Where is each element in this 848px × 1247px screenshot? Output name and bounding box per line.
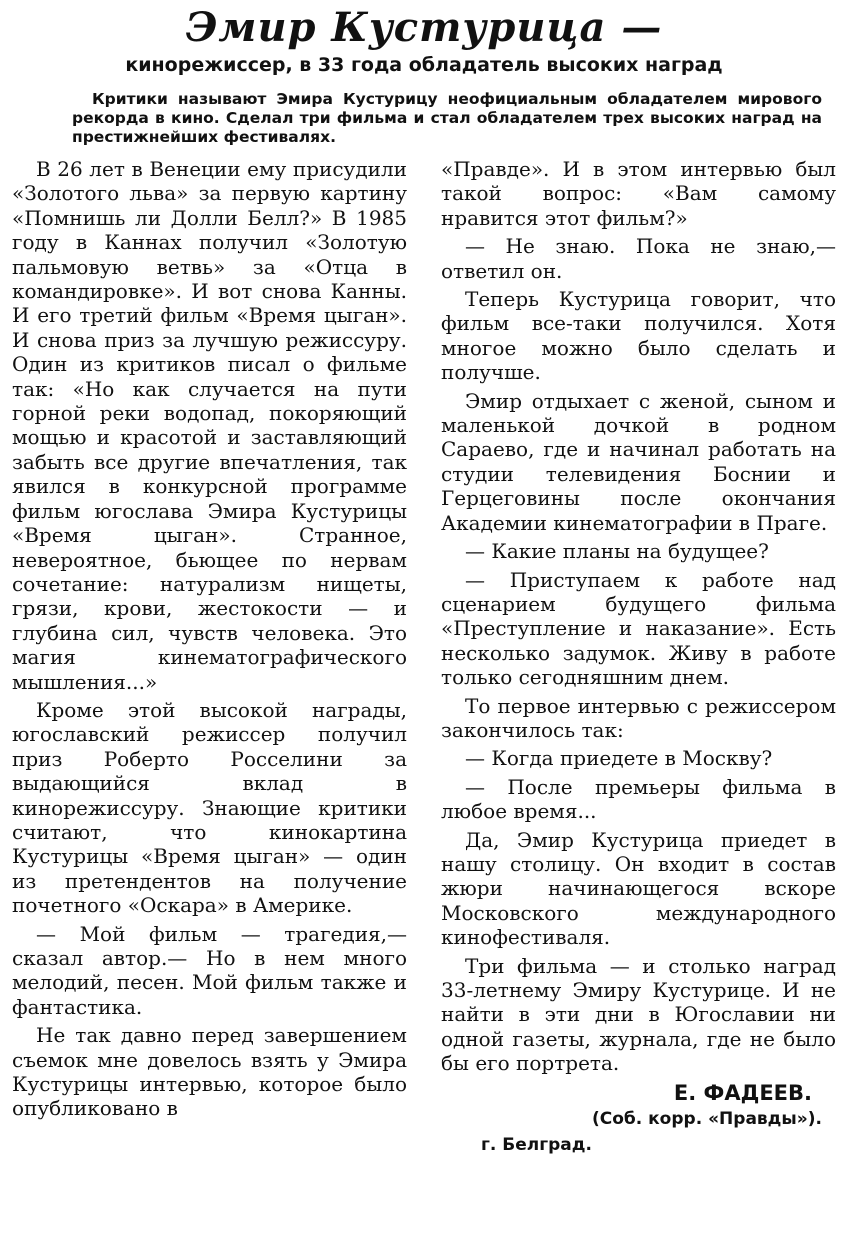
signature [441, 1080, 836, 1158]
paragraph: Эмир отдыхает с женой, сыном и маленькой дочкой в родном Сараево, где и начинал работать на студии телевидения Боснии и Герцеговины после окончания Академии кинематографии в Праге. [441, 388, 836, 535]
paragraph: Не так давно перед завершением съемок мне довелось взять у Эмира Кустурицы интервью, которое было опубликовано в [12, 1023, 407, 1121]
paragraph: — После премьеры фильма в любое время... [441, 774, 836, 824]
author-affiliation: (Соб. корр. «Правды»). [591, 1108, 822, 1129]
article-subtitle: кинорежиссер, в 33 года обладатель высоких наград [125, 54, 723, 76]
paragraph: «Правде». И в этом интервью был такой вопрос: «Вам самому нравится этот фильм?» [441, 157, 836, 230]
article-title: Эмир Кустурица — [185, 4, 663, 51]
author-city: г. Белград. [481, 1134, 592, 1155]
paragraph: Теперь Кустурица говорит, что фильм все-таки получился. Хотя многое можно было сделать и получше. [441, 287, 836, 385]
left-column [12, 157, 407, 1158]
right-column [441, 157, 836, 1158]
paragraph: В 26 лет в Венеции ему присудили «Золотого льва» за первую картину «Помнишь ли Долли Белл?» В 1985 году в Каннах получил «Золотую пальмовую ветвь» за «Отца в командировке». И вот снова Канны. И его третий фильм «Время цыган». И снова приз за лучшую режиссуру. Один из критиков писал о фильме так: «Но как случается на пути горной реки водопад, покоряющий мощью и красотой и заставляющий забыть все другие впечатления, так явился в конкурсной программе фильм югослава Эмира Кустурицы «Время цыган». Странное, невероятное, бьющее по нервам сочетание: натурализм нищеты, грязи, крови, жестокости — и глубина сил, чувств человека. Это магия кинематографического мышления...» [12, 157, 407, 694]
paragraph: — Не знаю. Пока не знаю,— ответил он. [441, 234, 836, 283]
newspaper-page [0, 6, 848, 1247]
paragraph: — Какие планы на будущее? [465, 539, 769, 564]
article-lead: Критики называют Эмира Кустурицу неофициальным обладателем мирового рекорда в кино. Сделал три фильма и стал обладателем трех высоких наград на престижнейших фестивалях. [72, 90, 822, 146]
paragraph: То первое интервью с режиссером закончилось так: [441, 693, 836, 742]
article-body [12, 157, 836, 1158]
paragraph: — Приступаем к работе над сценарием будущего фильма «Преступление и наказание». Есть несколько задумок. Живу в работе только сегодняшним днем. [441, 567, 836, 690]
paragraph: Да, Эмир Кустурица приедет в нашу столицу. Он входит в состав жюри начинающегося вскоре Московского международного кинофестиваля. [441, 827, 836, 950]
paragraph: — Мой фильм — трагедия,— сказал автор.— Но в нем много мелодий, песен. Мой фильм также и фантастика. [12, 921, 407, 1019]
paragraph: Три фильма — и столько наград 33-летнему Эмиру Кустурице. И не найти в эти дни в Югославии ни одной газеты, журнала, где не было бы его портрета. [441, 953, 836, 1076]
paragraph: Кроме этой высокой награды, югославский режиссер получил приз Роберто Росселини за выдающийся вклад в кинорежиссуру. Знающие критики считают, что кинокартина Кустурицы «Время цыган» — один из претендентов на получение почетного «Оскара» в Америке. [12, 697, 407, 918]
author-name: Е. ФАДЕЕВ. [673, 1080, 812, 1105]
paragraph: — Когда приедете в Москву? [465, 746, 773, 771]
